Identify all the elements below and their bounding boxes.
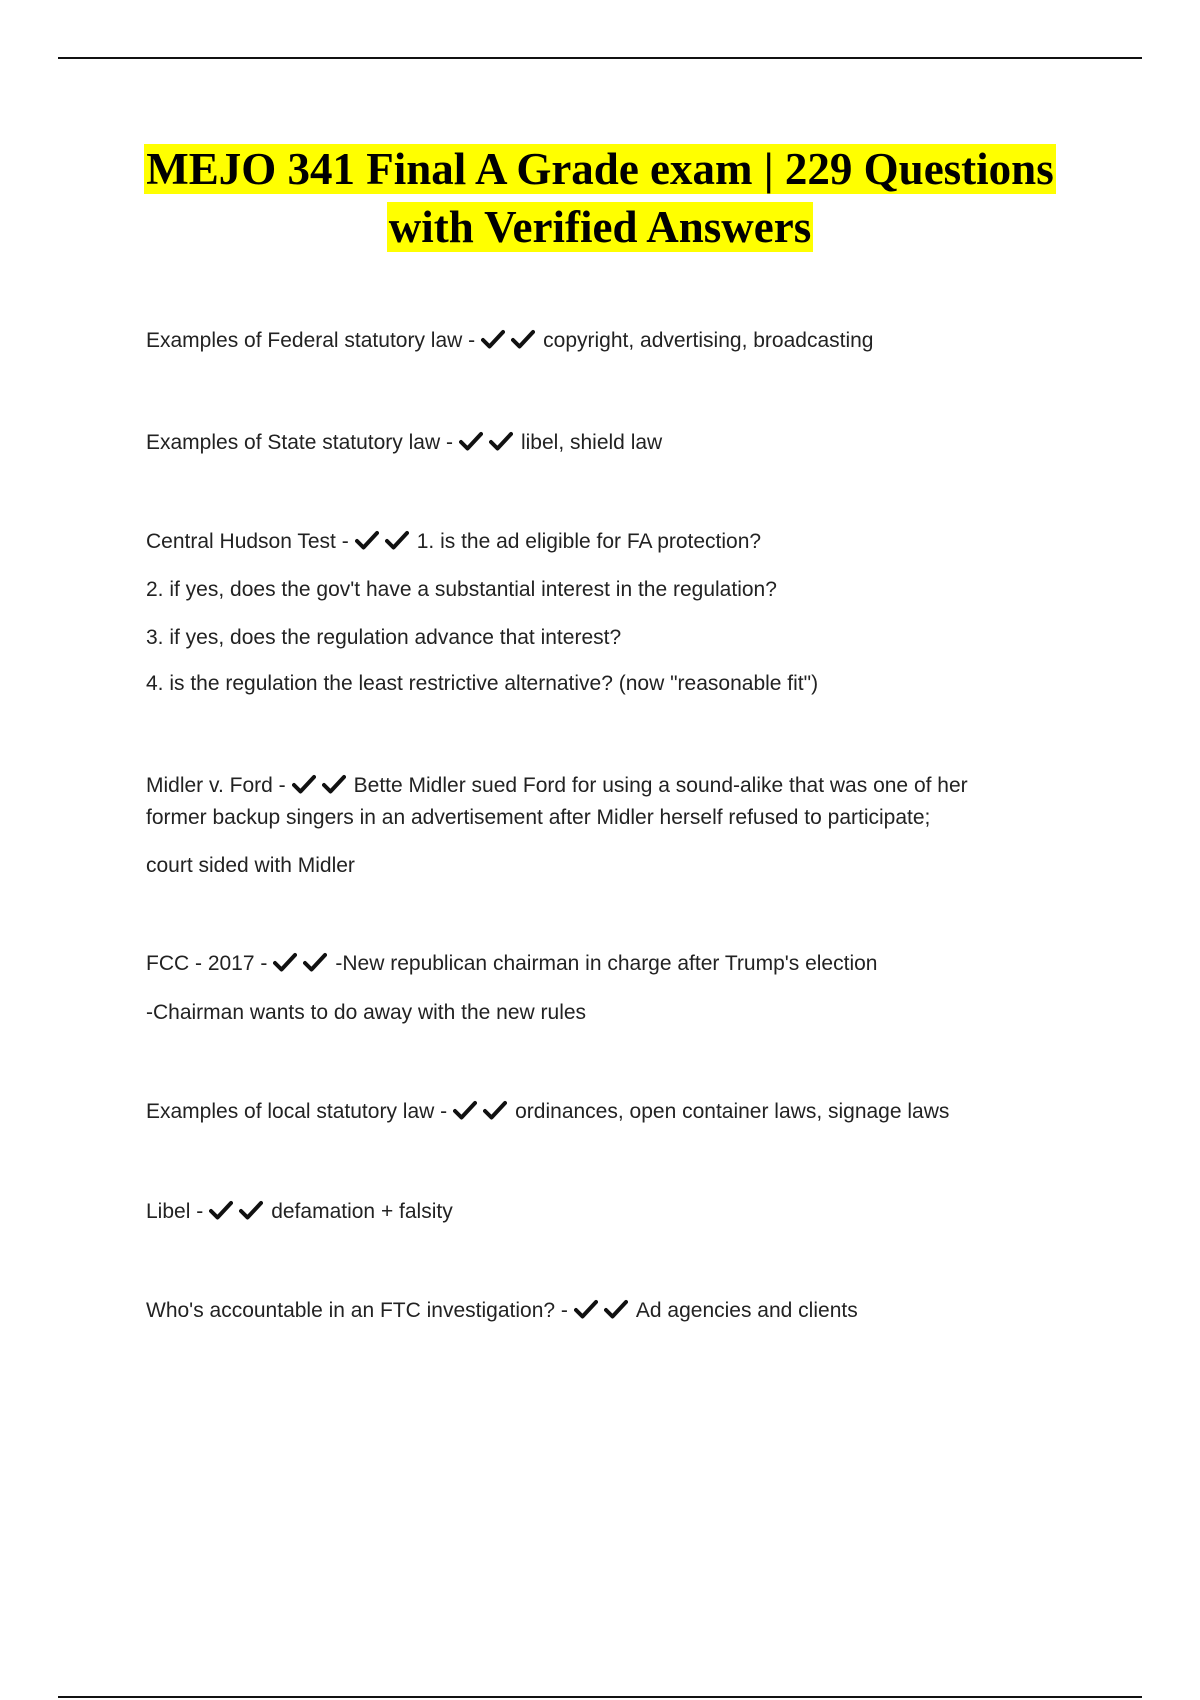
- bottom-rule: [58, 1696, 1142, 1698]
- check-icon: [322, 773, 352, 795]
- qa-item: [146, 1295, 1080, 1343]
- title-line-1: MEJO 341 Final A Grade exam | 229 Questions: [146, 144, 1054, 194]
- question: Central Hudson Test -: [146, 530, 349, 553]
- qa-item: [146, 1196, 1080, 1244]
- qa-item: [146, 427, 1080, 475]
- question: FCC - 2017 -: [146, 952, 268, 975]
- check-icon: [604, 1298, 634, 1320]
- double-check-icon: [459, 427, 519, 459]
- top-rule: [58, 57, 1142, 59]
- answer-line: -Chairman wants to do away with the new rules: [146, 1001, 587, 1024]
- double-check-icon: [292, 770, 352, 802]
- check-icon: [483, 1099, 513, 1121]
- answer-line: ordinances, open container laws, signage laws: [515, 1100, 950, 1123]
- double-check-icon: [574, 1295, 634, 1327]
- question: Midler v. Ford -: [146, 774, 286, 797]
- question: Who's accountable in an FTC investigation? -: [146, 1299, 568, 1322]
- answer-line: 3. if yes, does the regulation advance that interest?: [146, 626, 622, 649]
- question: Examples of local statutory law -: [146, 1100, 448, 1123]
- answer-line: court sided with Midler: [146, 854, 355, 877]
- check-icon: [292, 773, 322, 795]
- question: Examples of Federal statutory law -: [146, 329, 476, 352]
- qa-item: [146, 526, 1080, 716]
- double-check-icon: [355, 526, 415, 558]
- check-icon: [385, 529, 415, 551]
- answer-line: 2. if yes, does the gov't have a substantial interest in the regulation?: [146, 578, 777, 601]
- check-icon: [459, 430, 489, 452]
- qa-item: [146, 1096, 1080, 1144]
- answer-line: -New republican chairman in charge after Trump's election: [335, 952, 878, 975]
- double-check-icon: [209, 1196, 269, 1228]
- qa-item: [146, 948, 1080, 1045]
- double-check-icon: [273, 948, 333, 980]
- check-icon: [481, 328, 511, 350]
- question: Examples of State statutory law -: [146, 431, 453, 454]
- double-check-icon: [453, 1096, 513, 1128]
- double-check-icon: [481, 325, 541, 357]
- check-icon: [453, 1099, 483, 1121]
- answer-line: 1. is the ad eligible for FA protection?: [416, 530, 762, 553]
- question: Libel -: [146, 1200, 204, 1223]
- check-icon: [303, 951, 333, 973]
- qa-item: [146, 770, 1080, 898]
- answer-line: Bette Midler sued Ford for using a sound-alike that was one of her: [353, 774, 968, 797]
- answer-line: libel, shield law: [520, 431, 663, 454]
- check-icon: [489, 430, 519, 452]
- title-line-2: with Verified Answers: [388, 202, 812, 252]
- answer-line: 4. is the regulation the least restrictive alternative? (now "reasonable fit"): [146, 672, 819, 695]
- check-icon: [239, 1199, 269, 1221]
- answer-line: defamation + falsity: [271, 1200, 453, 1223]
- check-icon: [574, 1298, 604, 1320]
- check-icon: [209, 1199, 239, 1221]
- answer-line: copyright, advertising, broadcasting: [543, 329, 874, 352]
- page-title: [60, 140, 1140, 256]
- check-icon: [511, 328, 541, 350]
- check-icon: [273, 951, 303, 973]
- answer-line: Ad agencies and clients: [635, 1299, 858, 1322]
- answer-line: former backup singers in an advertisement after Midler herself refused to participate;: [146, 806, 931, 829]
- check-icon: [355, 529, 385, 551]
- qa-item: [146, 325, 1080, 373]
